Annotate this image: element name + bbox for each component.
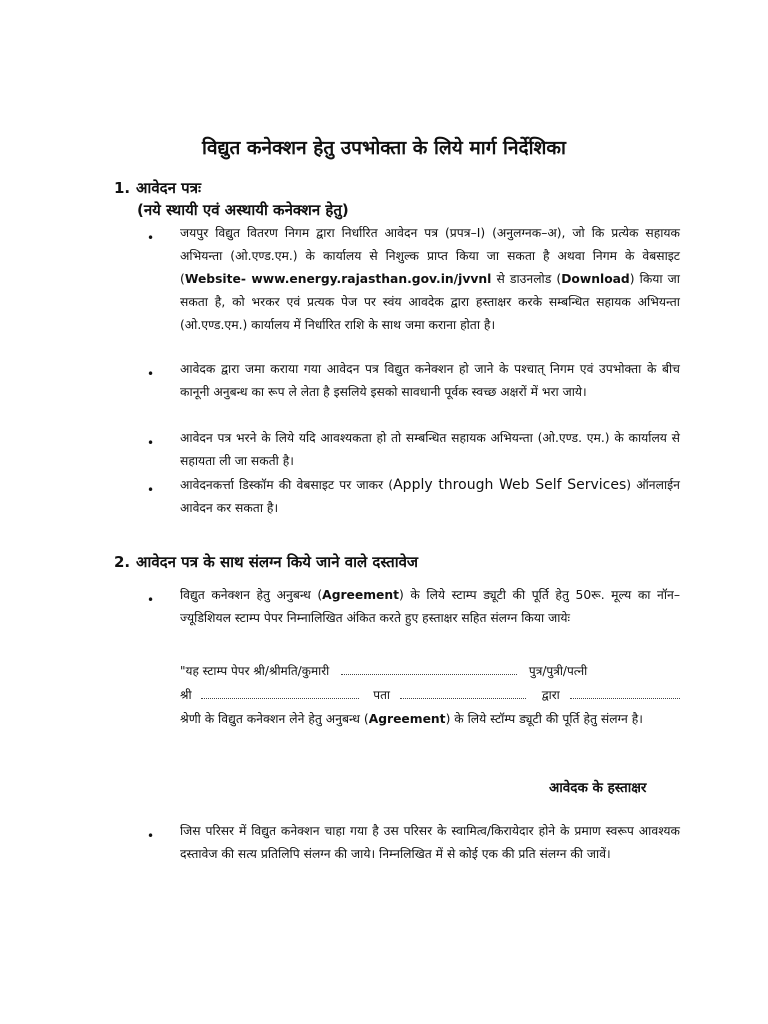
section-1-number: 1. xyxy=(114,179,131,197)
document-title: विद्युत कनेक्शन हेतु उपभोक्ता के लिये मार्ग निर्देशिका xyxy=(202,137,566,159)
list-item-text: आवेदनकर्त्ता डिस्कॉम की वेबसाइट पर जाकर ( xyxy=(180,478,394,492)
section-1-subheading: (नये स्थायी एवं अस्थायी कनेक्शन हेतु) xyxy=(137,201,349,219)
stamp-text: द्वारा xyxy=(541,688,560,702)
blank-field-name xyxy=(341,664,517,675)
section-2-heading xyxy=(114,552,418,572)
list-item xyxy=(180,584,680,630)
agreement-text: Agreement xyxy=(322,588,400,602)
list-item-text: ) के लिये स्टाम्प ड्यूटी की पूर्ति हेतु 50रू. मूल्य का नॉन–ज्यूडिशियल स्टाम्प पेपर निम्नालिखित अंकित करते हुए हस्ताक्षर सहित संलग्न किया जायेः xyxy=(180,588,681,625)
section-2-title: आवेदन पत्र के साथ संलग्न किये जाने वाले दस्तावेज xyxy=(136,553,419,571)
bullet-icon: • xyxy=(147,593,155,607)
stamp-text: श्री xyxy=(180,688,192,702)
download-text: Download xyxy=(561,272,630,286)
applicant-signature-label: आवेदक के हस्ताक्षर xyxy=(549,780,647,796)
list-item-text: विद्युत कनेक्शन हेतु अनुबन्ध ( xyxy=(180,588,323,602)
list-item xyxy=(180,474,680,520)
list-item-text: से डाउनलोड ( xyxy=(491,272,562,286)
list-item xyxy=(180,820,680,866)
stamp-text: पता xyxy=(373,688,391,702)
list-item xyxy=(180,358,680,404)
list-item-text: ) किया जा सकता है, को भरकर एवं प्रत्यक पेज पर स्वंय आवदेक द्वारा हस्ताक्षर करके सम्बन्धित सहायक अभियन्ता (ओ.एण्ड.एम.) कार्यालय में निर्धारित राशि के साथ जमा कराना होता है। xyxy=(180,272,680,332)
bullet-icon: • xyxy=(147,231,155,245)
bullet-icon: • xyxy=(147,483,155,497)
blank-field-father-name xyxy=(201,688,359,699)
agreement-text: Agreement xyxy=(368,712,446,726)
bullet-icon: • xyxy=(147,367,155,381)
stamp-line-1 xyxy=(180,660,680,683)
stamp-line-3 xyxy=(180,708,680,731)
stamp-text: "यह स्टाम्प पेपर श्री/श्रीमति/कुमारी xyxy=(180,664,330,678)
list-item-text: जिस परिसर में विद्युत कनेक्शन चाहा गया है उस परिसर के स्वामित्व/किरायेदार होने के प्रमाण स्वरूप आवश्यक दस्तावेज की सत्य प्रतिलिपि संलग्न की जाये। निम्नलिखित में से कोई एक की प्रति संलग्न की जावें। xyxy=(180,824,680,861)
list-item xyxy=(180,427,680,473)
list-item-text: ) ऑनलाईन आवेदन कर सकता है। xyxy=(180,478,680,515)
blank-field-through xyxy=(570,688,680,699)
list-item xyxy=(180,222,680,337)
section-1-title: आवेदन पत्रः xyxy=(136,179,202,197)
stamp-text: श्रेणी के विद्युत कनेक्शन लेने हेतु अनुबन्ध ( xyxy=(180,712,369,726)
list-item-text: जयपुर विद्युत वितरण निगम द्वारा निर्धारित आवेदन पत्र (प्रपत्र–I) (अनुलग्नक–अ), जो कि प्रत्येक सहायक अभियन्ता (ओ.एण्ड.एम.) के कार्यालय से निशुल्क प्राप्त किया जा सकता है अथवा निगम के वेबसाइट ( xyxy=(180,226,680,286)
list-item-text: आवेदक द्वारा जमा कराया गया आवेदन पत्र विद्युत कनेक्शन हो जाने के पश्चात् निगम एवं उपभोक्ता के बीच कानूनी अनुबन्ध का रूप ले लेता है इसलिये इसको सावधानी पूर्वक स्वच्छ अक्षरों में भरा जाये। xyxy=(180,362,680,399)
blank-field-address xyxy=(400,688,526,699)
stamp-text: पुत्र/पुत्री/पत्नी xyxy=(528,664,588,678)
stamp-text: ) के लिये स्टॉम्प ड्यूटी की पूर्ति हेतु संलग्न है। xyxy=(445,712,643,726)
website-link[interactable]: Website- www.energy.rajasthan.gov.in/jvvnl xyxy=(184,272,492,286)
section-1-heading xyxy=(114,178,201,198)
section-2-number: 2. xyxy=(114,553,131,571)
list-item-text: आवेदन पत्र भरने के लिये यदि आवश्यकता हो तो सम्बन्धित सहायक अभियन्ता (ओ.एण्ड. एम.) के कार्यालय से सहायता ली जा सकती है। xyxy=(180,431,680,468)
stamp-line-2 xyxy=(180,684,680,707)
bullet-icon: • xyxy=(147,829,155,843)
bullet-icon: • xyxy=(147,436,155,450)
apply-online-text: Apply through Web Self Services xyxy=(393,477,627,493)
